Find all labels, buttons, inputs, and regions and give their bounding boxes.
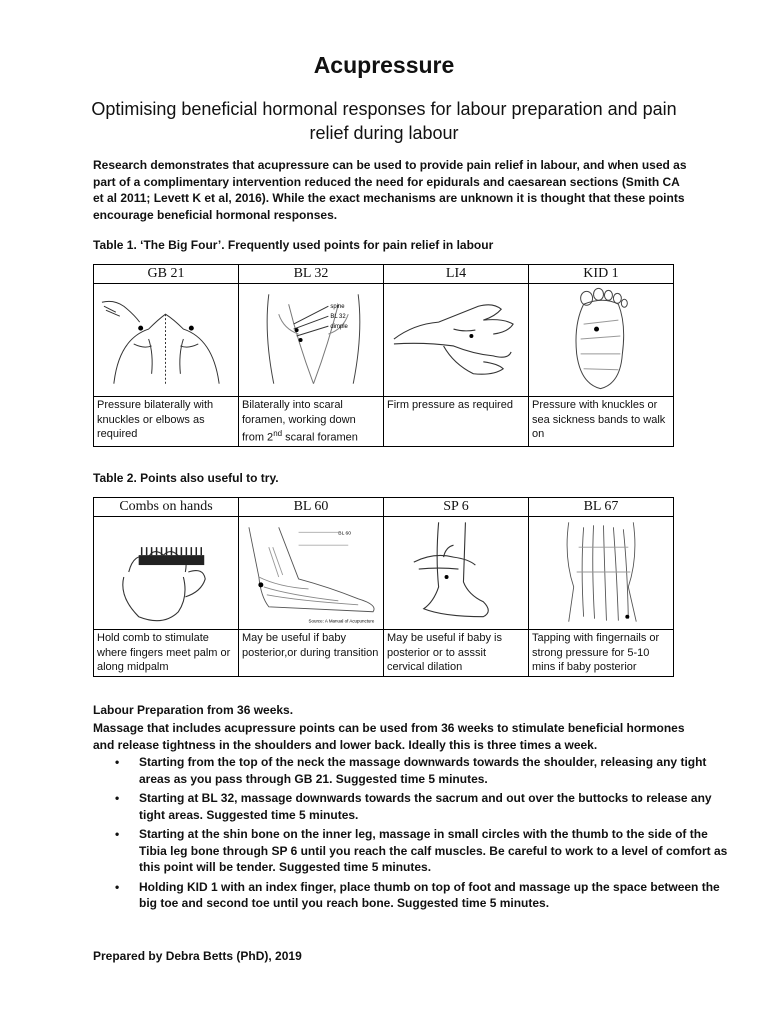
step-text: Starting from the top of the neck the massage downwards towards the shoulder, releasing any tight areas as you pass through GB 21. Suggested time 5 minutes. (139, 755, 707, 786)
table2-image-cell-bl60 (239, 517, 384, 630)
table2-header-bl60: BL 60 (239, 498, 384, 517)
comb-hand-illustration (94, 517, 238, 629)
table2-desc-bl60: May be useful if baby posterior,or during transition (239, 630, 384, 677)
table1-image-cell-gb21 (94, 284, 239, 397)
shoulders-illustration (94, 284, 238, 396)
label-bl32: BL 32 (330, 314, 346, 321)
hand-illustration (384, 284, 528, 396)
bullet-icon: • (115, 791, 120, 805)
sacrum-illustration (239, 284, 383, 396)
table2-header-combs: Combs on hands (94, 498, 239, 517)
table1-desc-li4: Firm pressure as required (384, 397, 529, 447)
sole-illustration (529, 284, 673, 396)
preparation-title: Labour Preparation from 36 weeks. (93, 703, 294, 717)
intro-paragraph: Research demonstrates that acupressure can be used to provide pain relief in labour, and when used as part of a complimentary intervention reduced the need for epidurals and caesarean sections (Smith CA et al 2011; Levett K et al, 2016). While the exact mechanisms are unknown it is thought that these points encourage beneficial hormonal responses. (93, 158, 687, 222)
ankle-side-illustration (239, 517, 383, 629)
table1-desc-bl32: Bilaterally into scaral foramen, working down from 2nd scaral foramen (239, 397, 384, 447)
table1-header-bl32: BL 32 (239, 265, 384, 284)
table2-desc-bl67: Tapping with fingernails or strong pressure for 5-10 mins if baby posterior (529, 630, 674, 677)
table1-image-cell-bl32 (239, 284, 384, 397)
step-text: Holding KID 1 with an index finger, place thumb on top of foot and massage up the space between the big toe and second toe until you reach bone. Suggested time 5 minutes. (139, 879, 720, 910)
bullet-icon: • (115, 879, 120, 894)
ordinal-suffix: nd (273, 429, 283, 438)
table-also-useful (93, 497, 674, 677)
preparation-intro: Massage that includes acupressure points can be used from 36 weeks to stimulate beneficial hormones and release tightness in the shoulders and lower back. Ideally this is three times a week. (93, 721, 685, 752)
table2-image-cell-sp6 (384, 517, 529, 630)
table2-image-cell-bl67 (529, 517, 674, 630)
table2-header-sp6: SP 6 (384, 498, 529, 517)
table2-desc-combs: Hold comb to stimulate where fingers meet palm or along midpalm (94, 630, 239, 677)
label-source: Source: A Manual of Acupuncture (308, 618, 375, 624)
footer-credit: Prepared by Debra Betts (PhD), 2019 (93, 949, 302, 963)
table1-header-li4: LI4 (384, 265, 529, 284)
bullet-icon: • (115, 755, 120, 769)
list-item (115, 826, 734, 876)
table2-caption: Table 2. Points also useful to try. (93, 471, 279, 485)
bullet-icon: • (115, 827, 120, 841)
label-dimple: dimple (330, 324, 348, 331)
table2-desc-sp6: May be useful if baby is posterior or to asssit cervical dilation (384, 630, 529, 677)
list-item (115, 790, 734, 823)
table1-caption: Table 1. ‘The Big Four’. Frequently used points for pain relief in labour (93, 238, 494, 252)
table2-image-cell-combs (94, 517, 239, 630)
step-text: Starting at the shin bone on the inner leg, massage in small circles with the thumb to the side of the Tibia leg bone through SP 6 until you reach the calf muscles. Be careful to work to a level of comfort as this point will be tender. Suggested time 5 minutes. (139, 827, 728, 874)
preparation-steps (93, 754, 734, 915)
page-title: Acupressure (313, 52, 455, 78)
list-item (115, 754, 734, 787)
step-text: Starting at BL 32, massage downwards towards the sacrum and out over the buttocks to release any tight areas. Suggested time 5 minutes. (139, 791, 712, 822)
foot-top-illustration (529, 517, 673, 629)
table1-header-gb21: GB 21 (94, 265, 239, 284)
page-subtitle: Optimising beneficial hormonal responses for labour preparation and pain relief during labour (91, 99, 677, 143)
inner-leg-illustration (384, 517, 528, 629)
table1-desc-kid1: Pressure with knuckles or sea sickness bands to walk on (529, 397, 674, 447)
table1-image-cell-li4 (384, 284, 529, 397)
label-spine: spine (330, 304, 345, 311)
table1-header-kid1: KID 1 (529, 265, 674, 284)
table1-desc-gb21: Pressure bilaterally with knuckles or elbows as required (94, 397, 239, 447)
table2-header-bl67: BL 67 (529, 498, 674, 517)
table1-image-cell-kid1 (529, 284, 674, 397)
list-item (115, 879, 734, 912)
table-big-four (93, 264, 674, 447)
label-bl60-tag: BL 60 (338, 531, 352, 537)
